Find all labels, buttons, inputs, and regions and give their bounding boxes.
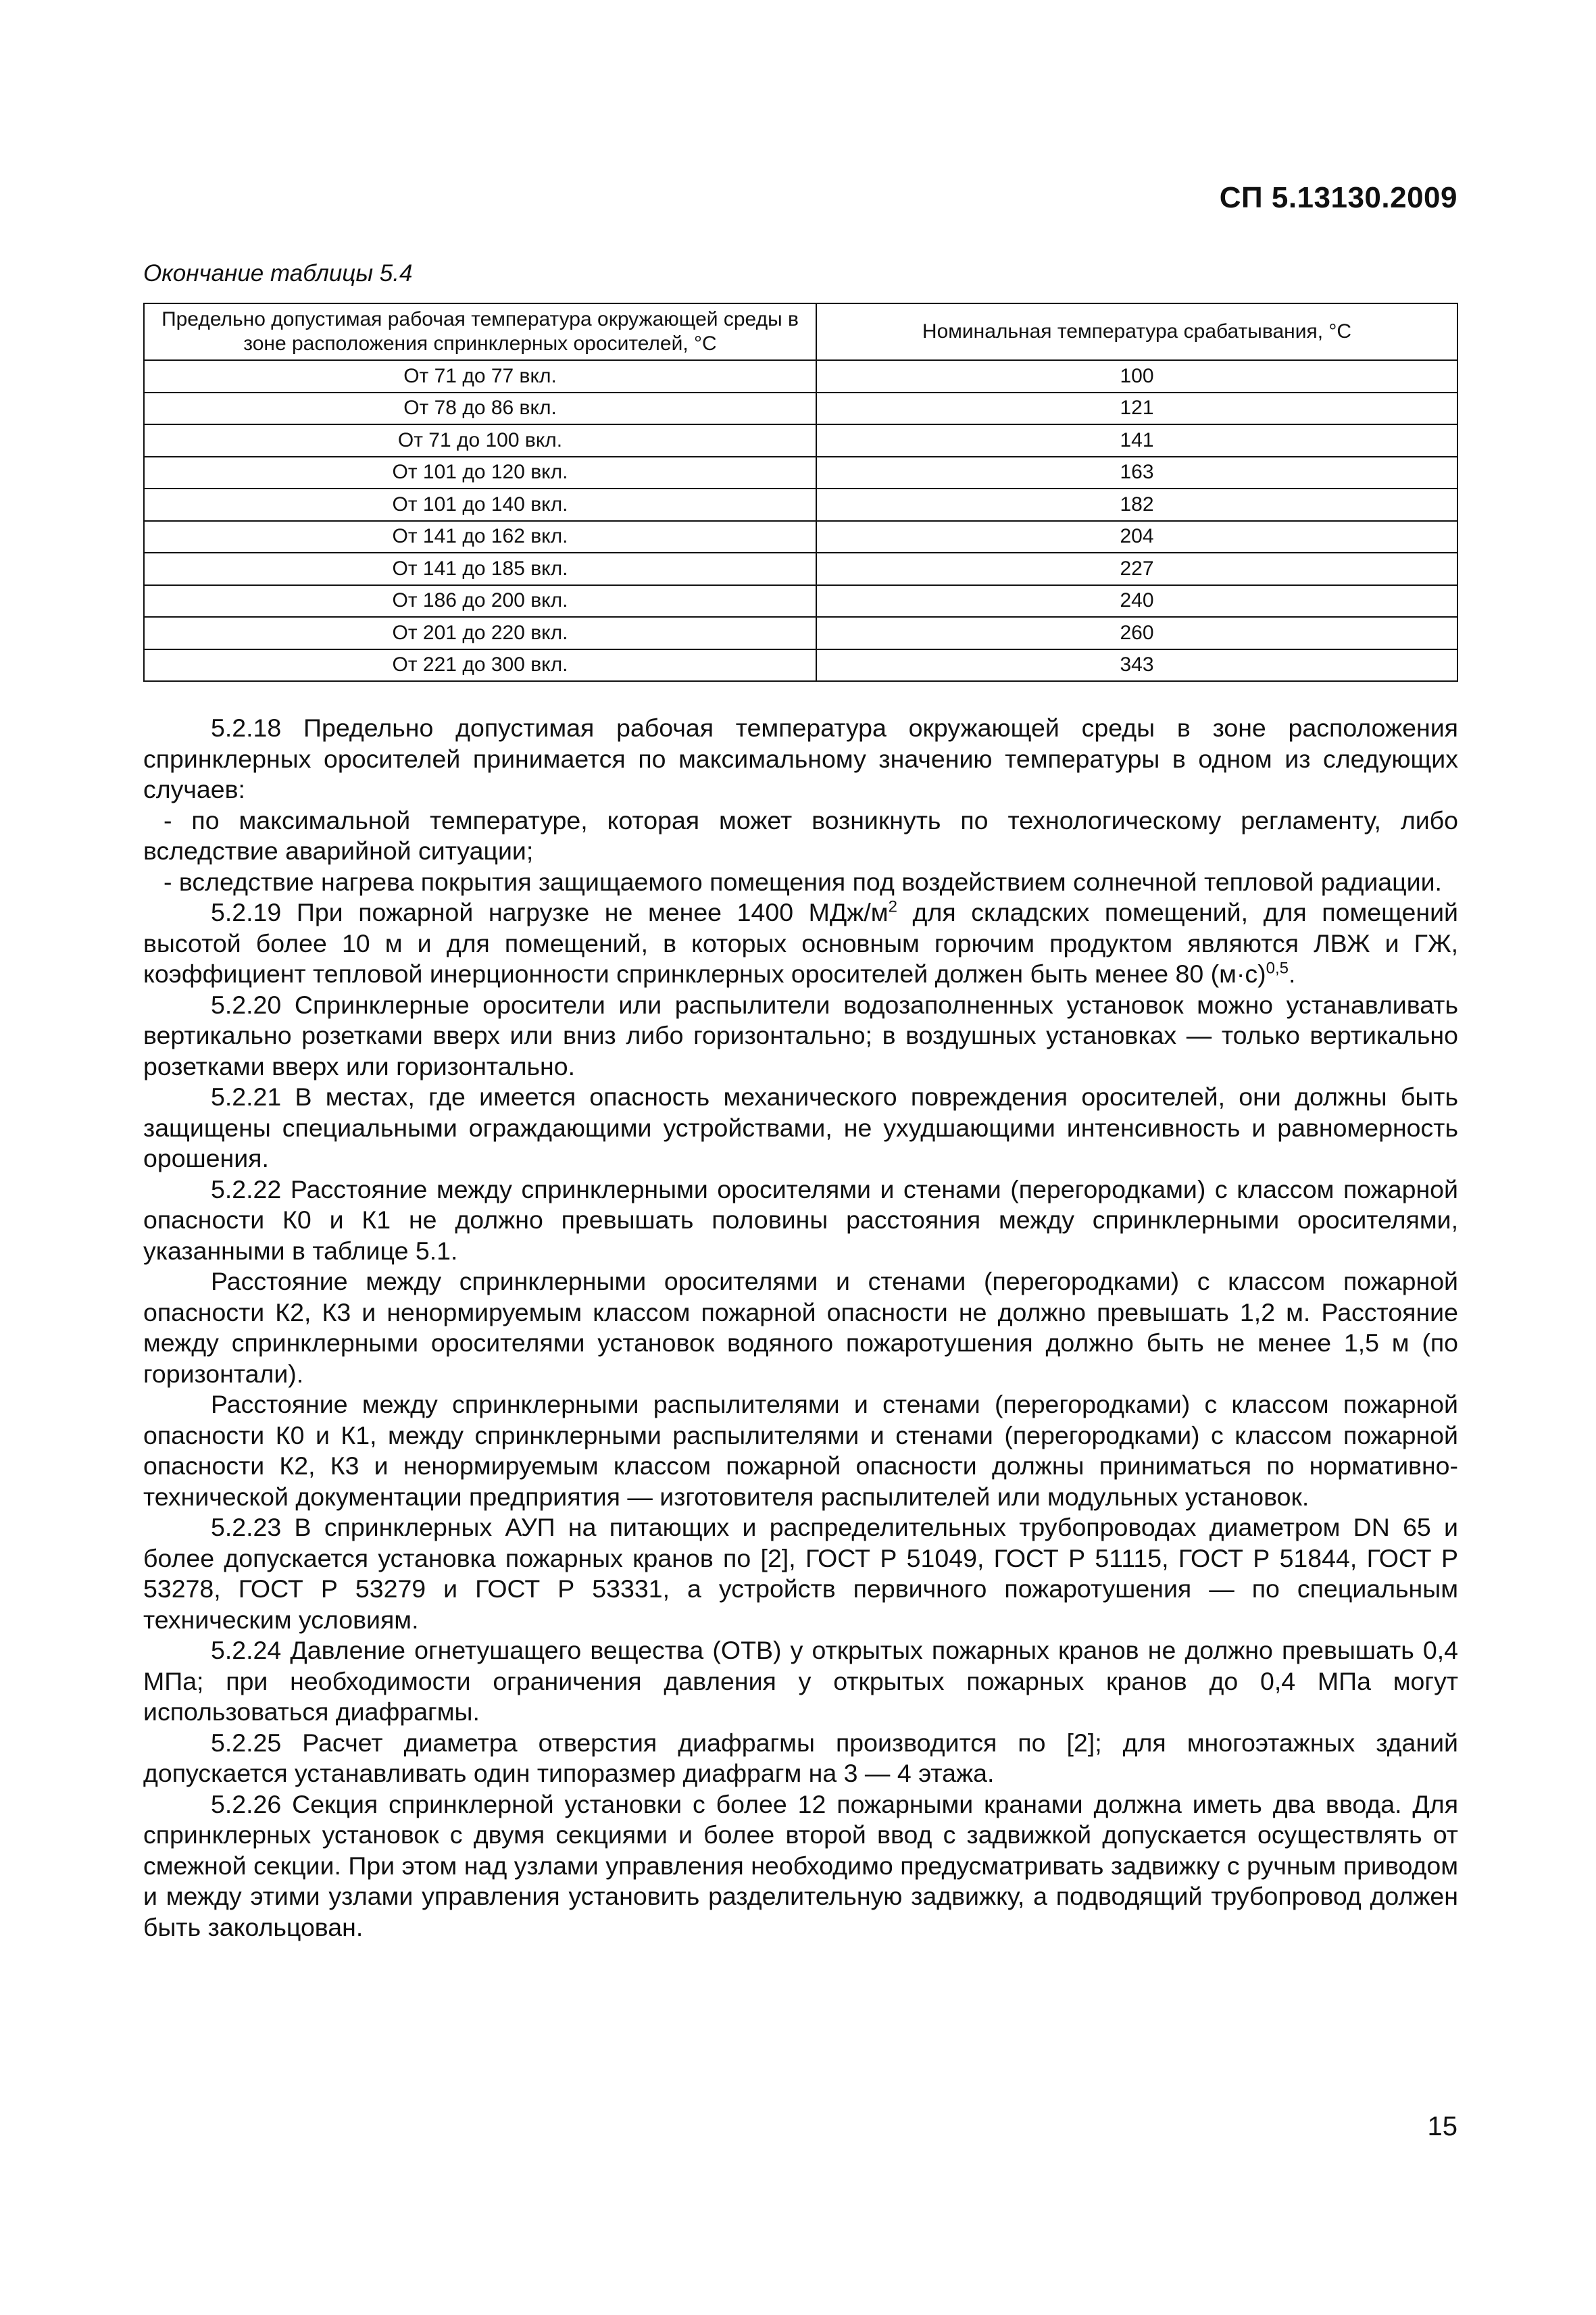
paragraph-5-2-26: 5.2.26 Секция спринклерной установки с более 12 пожарными кранами должна иметь два ввода. Для спринклерных установок с двумя секциями и более второй ввод с задвижкой допускается осуществлять от смежной секции. При этом над узлами управления необходимо предусматривать задвижку с ручным приводом и между этими узлами управления установить разделительную задвижку, а подводящий трубопровод должен быть закольцован. — [143, 1789, 1458, 1941]
cell-ambient-range: От 101 до 140 вкл. — [144, 489, 816, 521]
p5219-text-a: 5.2.19 При пожарной нагрузке не менее 1400 МДж/м — [211, 898, 889, 926]
cell-ambient-range: От 221 до 300 вкл. — [144, 649, 816, 682]
cell-nominal-temp: 182 — [816, 489, 1457, 521]
cell-nominal-temp: 227 — [816, 553, 1457, 585]
p5219-sup-power: 0,5 — [1266, 959, 1289, 978]
temperature-table — [143, 303, 1458, 682]
table-row — [144, 521, 1457, 553]
cell-nominal-temp: 260 — [816, 617, 1457, 649]
cell-nominal-temp: 343 — [816, 649, 1457, 682]
table-row — [144, 457, 1457, 489]
table-header-row — [144, 303, 1457, 360]
cell-ambient-range: От 71 до 77 вкл. — [144, 360, 816, 393]
cell-ambient-range: От 141 до 185 вкл. — [144, 553, 816, 585]
paragraph-5-2-21: 5.2.21 В местах, где имеется опасность механического повреждения оросителей, они должны быть защищены специальными ограждающими устройствами, не ухудшающими интенсивность и равномерность орошения. — [143, 1082, 1458, 1172]
cell-nominal-temp: 100 — [816, 360, 1457, 393]
p5219-text-b: для складских помещений, для помещений высотой более 10 м и для помещений, в которых основным горючим продуктом являются ЛВЖ и ГЖ, коэффициент тепловой инерционности спринклерных оросителей должен быть менее 80 (м·с) — [143, 898, 1458, 988]
paragraph-5-2-18: 5.2.18 Предельно допустимая рабочая температура окружающей среды в зоне расположения спринклерных оросителей принимается по максимальному значению температуры в одном из следующих случаев: — [143, 714, 1458, 803]
table-row — [144, 489, 1457, 521]
cell-ambient-range: От 201 до 220 вкл. — [144, 617, 816, 649]
cell-nominal-temp: 204 — [816, 521, 1457, 553]
cell-nominal-temp: 163 — [816, 457, 1457, 489]
table-row — [144, 393, 1457, 425]
cell-ambient-range: От 78 до 86 вкл. — [144, 393, 816, 425]
paragraph-5-2-22-c: Расстояние между спринклерными распылителями и стенами (перегородками) с классом пожарной опасности К0 и К1, между спринклерными распылителями и стенами (перегородками) с классом пожарной опасности К2, К3 и ненормируемым классом пожарной опасности должны приниматься по нормативно-технической документации предприятия — изготовителя распылителей или модульных установок. — [143, 1390, 1458, 1511]
table-row — [144, 649, 1457, 682]
list-item: - вследствие нагрева покрытия защищаемого помещения под воздействием солнечной тепловой радиации. — [164, 867, 1442, 896]
cell-ambient-range: От 141 до 162 вкл. — [144, 521, 816, 553]
paragraph-5-2-25: 5.2.25 Расчет диаметра отверстия диафрагмы производится по [2]; для многоэтажных зданий допускается устанавливать один типоразмер диафрагм на 3 — 4 этажа. — [143, 1728, 1458, 1787]
table-row — [144, 585, 1457, 618]
doc-code: СП 5.13130.2009 — [1219, 181, 1457, 214]
cell-nominal-temp: 240 — [816, 585, 1457, 618]
list-item: - по максимальной температуре, которая может возникнуть по технологическому регламенту, либо вследствие аварийной ситуации; — [143, 805, 1458, 865]
cell-ambient-range: От 186 до 200 вкл. — [144, 585, 816, 618]
header-nominal-temp: Номинальная температура срабатывания, °С — [816, 303, 1457, 360]
paragraph-5-2-24: 5.2.24 Давление огнетушащего вещества (ОТВ) у открытых пожарных кранов не должно превышать 0,4 МПа; при необходимости ограничения давления у открытых пожарных кранов до 0,4 МПа могут использоваться диафрагмы. — [143, 1636, 1458, 1726]
cell-ambient-range: От 101 до 120 вкл. — [144, 457, 816, 489]
p5219-text-c: . — [1289, 960, 1296, 988]
paragraph-5-2-22-b: Расстояние между спринклерными оросителями и стенами (перегородками) с классом пожарной опасности К2, К3 и ненормируемым классом пожарной опасности не должно превышать 1,2 м. Расстояние между спринклерными оросителями установок водяного пожаротушения должно быть не менее 1,5 м (по горизонтали). — [143, 1267, 1458, 1388]
page-number: 15 — [1427, 2112, 1457, 2141]
table-row — [144, 617, 1457, 649]
table-row — [144, 553, 1457, 585]
paragraph-5-2-19 — [143, 897, 1458, 990]
paragraph-5-2-23: 5.2.23 В спринклерных АУП на питающих и распределительных трубопроводах диаметром DN 65 и более допускается установка пожарных кранов по [2], ГОСТ Р 51049, ГОСТ Р 51115, ГОСТ Р 51844, ГОСТ Р 53278, ГОСТ Р 53279 и ГОСТ Р 53331, а устройств первичного пожаротушения — по специальным техническим условиям. — [143, 1513, 1458, 1634]
cell-nominal-temp: 141 — [816, 424, 1457, 457]
body-text — [143, 713, 1458, 1943]
header-ambient-temp: Предельно допустимая рабочая температура окружающей среды в зоне расположения спринклерных оросителей, °С — [144, 303, 816, 360]
paragraph-5-2-20: 5.2.20 Спринклерные оросители или распылители водозаполненных установок можно устанавливать вертикально розетками вверх или вниз либо горизонтально; в воздушных установках — только вертикально розетками вверх или горизонтально. — [143, 990, 1458, 1080]
table-caption: Окончание таблицы 5.4 — [143, 260, 413, 287]
table-row — [144, 424, 1457, 457]
paragraph-5-2-22: 5.2.22 Расстояние между спринклерными оросителями и стенами (перегородками) с классом пожарной опасности К0 и К1 не должно превышать половины расстояния между спринклерными оросителями, указанными в таблице 5.1. — [143, 1174, 1458, 1265]
p5219-sup-squared: 2 — [888, 897, 897, 916]
cell-ambient-range: От 71 до 100 вкл. — [144, 424, 816, 457]
cell-nominal-temp: 121 — [816, 393, 1457, 425]
table-row — [144, 360, 1457, 393]
